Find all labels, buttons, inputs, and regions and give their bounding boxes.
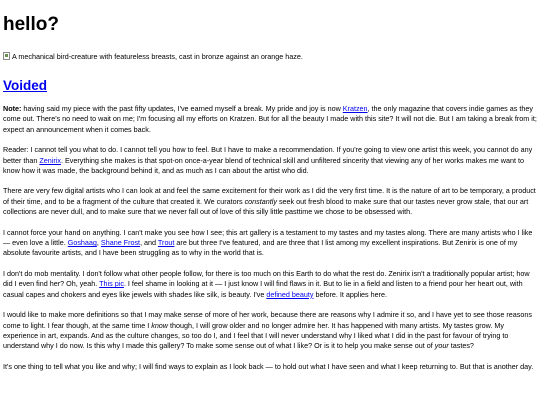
goshaag-link[interactable]: Goshaag — [67, 238, 97, 248]
post-title — [3, 78, 537, 94]
this-pic-link[interactable]: This pic — [99, 279, 124, 289]
text-segment: There are very few digital artists who I can look at and feel the same excitement for their work as I did the very first time. It is the nature of art to be temporary, a product of their time, and to be a fragment of the culture that created it. We curators — [3, 186, 536, 206]
text-segment: It's one thing to tell what you like and why; I will find ways to explain as I look back — to hold out what I have seen and what I keep returning to. But that is another day. — [3, 361, 534, 371]
defined-beauty-link[interactable]: defined beauty — [266, 289, 314, 299]
text-segment: tastes? — [448, 341, 474, 351]
text-segment: , — [96, 238, 101, 248]
hero-image — [3, 52, 537, 62]
text-segment: having said my piece with the past fifty updates, I've earned myself a break. My pride and joy is now — [21, 104, 343, 113]
text-segment: , and — [140, 238, 158, 248]
zenirix-link[interactable]: Zenirix — [39, 155, 61, 165]
emphasis-your: your — [434, 341, 449, 351]
body-paragraph-definitions — [3, 310, 537, 352]
text-segment: I cannot force your hand on anything. I can't make you see how I see; this art gallery is a testament to my tastes and my tastes along. There are many artists who I like — even love a little. — [3, 227, 533, 248]
text-segment: . Everything she makes is that spot-on once-a-year blend of technical skill and unfiltered sincerity that viewing any of her works makes me want to know how it was made, the background behind it, and as much as I can about the artist who did. — [3, 155, 524, 176]
body-paragraph-curators — [3, 186, 537, 217]
trout-link[interactable]: Trout — [157, 238, 175, 248]
body-paragraph-artists — [3, 228, 537, 259]
post-title-link[interactable]: Voided — [3, 78, 48, 93]
shane-frost-link[interactable]: Shane Frost — [100, 238, 141, 248]
text-segment: seek out fresh blood to make sure that our tastes never grow stale, that our art collections are never dull, and to make sure that we never fall out of love of this silly little pasttime we chose to be obsessed with. — [3, 196, 529, 217]
emphasis-know: know — [151, 320, 168, 330]
emphasis-constantly: constantly — [244, 196, 277, 206]
text-segment: Reader: I cannot tell you what to do. I cannot tell you how to feel. But I have to make a recommendation. If you're going to view one artist this week, you cannot do any better than — [3, 145, 533, 165]
text-segment: though, I will grow older and no longer admire her. It has happened with many artists. My tastes grow. My experience in art, expands. And as the culture changes, so too do I, and I feel that I will never understand why I liked what I did in the past for favour of trying to understand why I do now. Is this why I made this gallery? To make some sense out of what I like? Or is it to help you make sense out of — [3, 320, 509, 351]
reader-paragraph — [3, 145, 537, 176]
hero-image-alt-text: A mechanical bird-creature with featureless breasts, cast in bronze against an orange haze. — [12, 52, 303, 61]
text-segment: , the only magazine that covers indie games as they come out. There's no need to wait on me; I'm focusing all my efforts on Kratzen. But for all the beauty I made with this site? It will not die. But I am taking a break from it; expect an announcement when it comes back. — [3, 104, 537, 134]
body-paragraph-cutoff — [3, 362, 537, 372]
body-paragraph-mob — [3, 269, 537, 300]
text-segment: . I feel shame in looking at it — I just know I will find flaws in it. But to lie in a field and listen to a friend pour her heart out, with casual capes and chokers and eyes like jewels with shades like silk, is beauty. I've — [3, 279, 523, 299]
note-label: Note: — [3, 104, 22, 113]
page — [3, 0, 537, 372]
kratzen-link[interactable]: Kratzen — [342, 104, 368, 113]
text-segment: before. It applies here. — [313, 289, 388, 299]
text-segment: I would like to make more definitions so that I may make sense of more of her work, because there are reasons why I admire it so, and I have yet to see those reasons come to light. I fear though, at the same time I — [3, 310, 532, 330]
note-paragraph — [3, 104, 537, 135]
broken-image-icon — [3, 52, 10, 60]
text-segment: I don't do mob mentality. I don't follow what other people follow, for there is too much on this Earth to do what the rest do. Zenirix isn't a traditionally popular artist; how did I even find her? Oh, yeah. — [3, 268, 530, 289]
site-title: hello? — [3, 14, 59, 35]
text-segment: are but three I've featured, and are three that I list among my excellent inspirations. But Zenirix is one of my absolute favourite artists, and I have been struggling as to why in the world that is. — [3, 238, 518, 258]
